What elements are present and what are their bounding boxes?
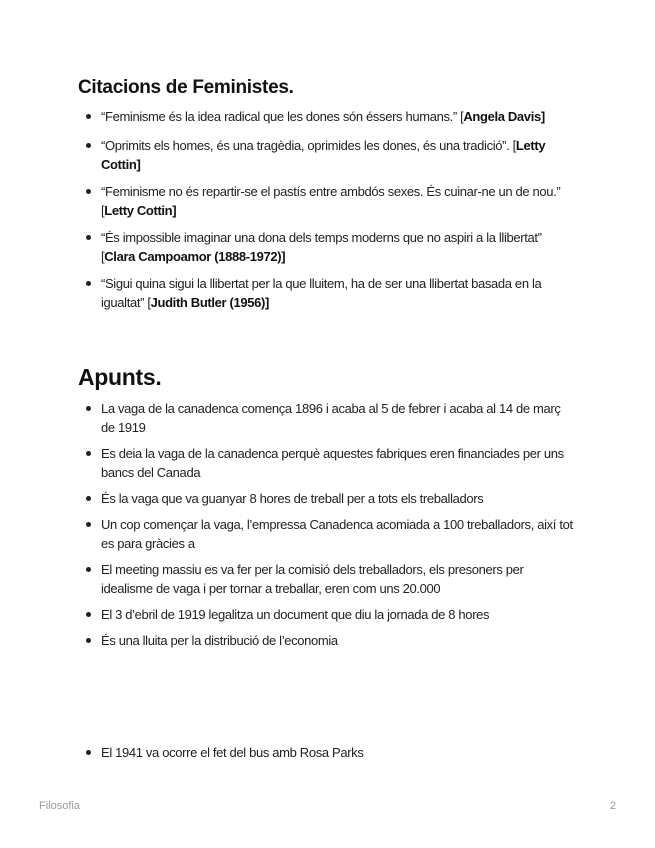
quote-author: Letty Cottin] (101, 138, 546, 172)
list-item: “Feminisme no és repartir-se el pastís entre ambdós sexes. És cuinar-ne un de nou.” [Letty Cottin] (85, 182, 575, 220)
notes-list (85, 399, 575, 657)
list-item: És una lluita per la distribució de l’economia (85, 631, 575, 650)
list-item: La vaga de la canadenca comença 1896 i acaba al 5 de febrer i acaba al 14 de març de 1919 (85, 399, 575, 437)
list-item: Un cop començar la vaga, l’empressa Canadenca acomiada a 100 treballadors, així tot es para gràcies a (85, 515, 575, 553)
quote-author: Judith Butler (1956)] (150, 295, 269, 310)
list-item: “Oprimits els homes, és una tragèdia, oprimides les dones, és una tradició”. [Letty Cottin] (85, 136, 575, 174)
quote-author: Clara Campoamor (1888-1972)] (104, 249, 286, 264)
list-item: “Feminisme és la idea radical que les dones són éssers humans.” [Angela Davis] (85, 107, 575, 126)
section-title-notes: Apunts. (78, 364, 162, 390)
list-item: “Sigui quina sigui la llibertat per la que lluitem, ha de ser una llibertat basada en la igualtat” [Judith Butler (1956)] (85, 274, 575, 312)
quote-author: Letty Cottin] (104, 203, 177, 218)
extra-notes-list (85, 743, 575, 762)
quote-author: Angela Davis] (463, 109, 545, 124)
list-item: El 3 d’ebril de 1919 legalitza un document que diu la jornada de 8 hores (85, 605, 575, 624)
list-item: Es deia la vaga de la canadenca perquè aquestes fabriques eren financiades per uns bancs del Canada (85, 444, 575, 482)
list-item: El meeting massiu es va fer per la comisió dels treballadors, els presoners per idealisme de vaga i per tornar a treballar, eren com uns 20.000 (85, 560, 575, 598)
quotes-list (85, 107, 575, 320)
footer-page-number: 2 (609, 800, 616, 812)
list-item: “És impossible imaginar una dona dels temps moderns que no aspiri a la llibertat” [Clara Campoamor (1888-1972)] (85, 228, 575, 266)
footer-subject: Filosofia (39, 800, 80, 812)
section-title-quotes: Citacions de Feministes. (78, 77, 294, 98)
list-item: El 1941 va ocorre el fet del bus amb Rosa Parks (85, 743, 575, 762)
list-item: És la vaga que va guanyar 8 hores de treball per a tots els treballadors (85, 489, 575, 508)
